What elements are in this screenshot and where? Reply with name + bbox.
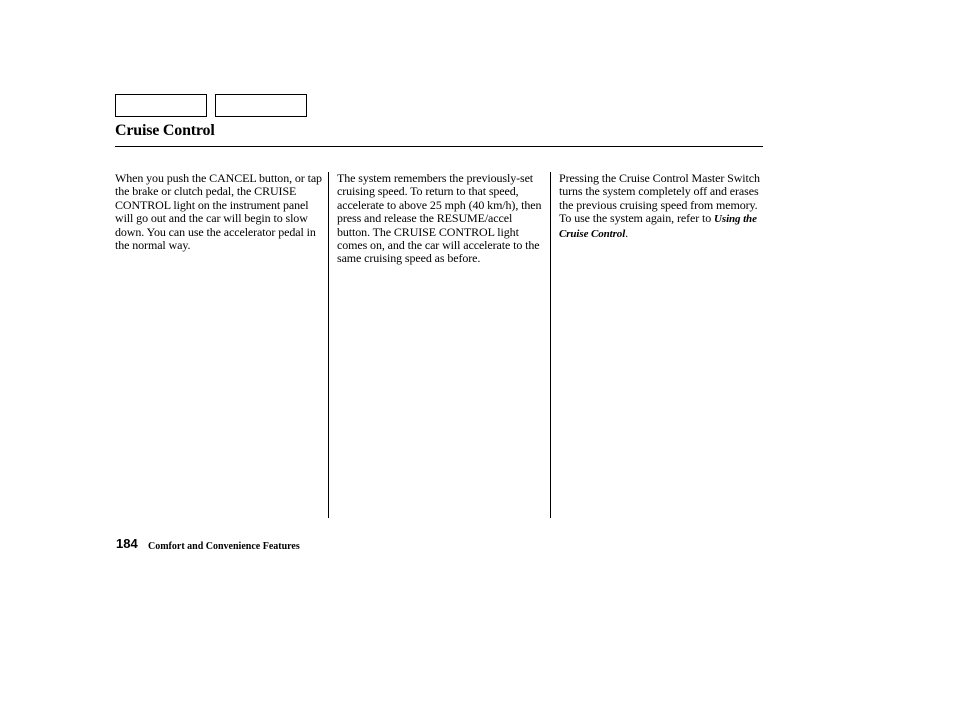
page-title: Cruise Control — [115, 122, 215, 139]
column-3-text — [559, 172, 765, 241]
using-cruise-control-link[interactable]: Using the Cruise Control — [559, 213, 757, 240]
main-menu-button[interactable] — [115, 94, 207, 117]
column-3-text-before: Pressing the Cruise Control Master Switch turns the system completely off and erases the previous cruising speed from memory. To use the system again, refer to — [559, 171, 760, 226]
section-name: Comfort and Convenience Features — [148, 541, 300, 552]
title-divider — [115, 146, 763, 147]
column-2-text: The system remembers the previously-set cruising speed. To return to that speed, accelerate to above 25 mph (40 km/h), then press and release the RESUME/accel button. The CRUISE CONTROL light comes on, and the car will accelerate to the same cruising speed as before. — [337, 171, 542, 266]
column-divider — [550, 172, 551, 518]
column-3-text-after: . — [625, 225, 629, 240]
page-number: 184 — [116, 536, 138, 551]
index-button[interactable] — [215, 94, 307, 117]
column-1-text: When you push the CANCEL button, or tap the brake or clutch pedal, the CRUISE CONTROL light on the instrument panel will go out and the car will begin to slow down. You can use the accelerator pedal in the normal way. — [115, 171, 322, 253]
column-divider — [328, 172, 329, 518]
